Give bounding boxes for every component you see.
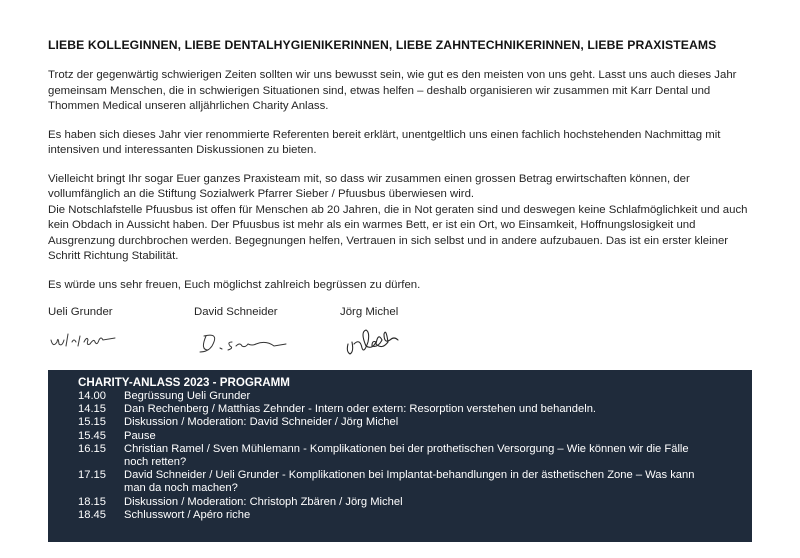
letter [48,38,754,358]
program-time: 17.15 [78,469,106,482]
program-description: Schlusswort / Apéro riche [124,508,251,521]
program-row [78,469,738,495]
program-description-block [124,443,738,469]
program-row [78,430,738,443]
program-time: 16.15 [78,442,106,455]
program-description: Pause [124,429,156,442]
program-time: 14.00 [78,390,106,402]
program-description-continued: noch retten? [124,456,187,469]
program-time: 14.15 [78,403,106,416]
program-box [48,370,752,542]
program-row [78,390,738,403]
program-row [78,496,738,509]
program-row [78,443,738,469]
program-time: 18.15 [78,495,106,508]
paragraph-speakers: Es haben sich dieses Jahr vier renommierte Referenten bereit erklärt, unentgeltlich uns einen fachlich hochstehenden Nachmittag mit intensiven und interessanten Diskussionen zu bieten. [48,128,721,156]
signatures [48,326,754,358]
program-description: Diskussion / Moderation: David Schneider / Jörg Michel [124,416,399,429]
paragraph-pfuusbus: Die Notschlafstelle Pfuusbus ist offen für Menschen ab 20 Jahren, die in Not geraten sind und deswegen keine Schlafmöglichkeit und auch kein Obdach in Aussicht haben. Der Pfuusbus ist mehr als ein warmes Bett, er ist ein Ort, wo Einsamkeit, Hoffnungslosigkeit und Ausgrenzung durchbrochen werden. Begegnungen helfen, Vertrauen in sich selbst und in andere aufzubauen. Das ist ein erster kleiner Schritt Richtung Stabilität. [48,203,748,262]
letter-heading: LIEBE KOLLEGINNEN, LIEBE DENTALHYGIENIKERINNEN, LIEBE ZAHNTECHNIKERINNEN, LIEBE PRAXISTEAMS [48,38,717,52]
program-time: 18.45 [78,508,106,521]
program-description: David Schneider / Ueli Grunder - Komplikationen bei Implantat-behandlungen in der ästhetischen Zone – Was kann [124,469,695,482]
program-time: 15.15 [78,416,106,429]
signer-name: Jörg Michel [340,306,399,318]
program-description: Begrüssung Ueli Grunder [124,390,251,402]
program-description: Diskussion / Moderation: Christoph Zbären / Jörg Michel [124,495,403,508]
program-time: 15.45 [78,429,106,442]
signer-name: Ueli Grunder [48,306,113,318]
paragraph-closing: Es würde uns sehr freuen, Euch möglichst zahlreich begrüssen zu dürfen. [48,278,421,291]
paragraph-team: Vielleicht bringt Ihr sogar Euer ganzes Praxisteam mit, so dass wir zusammen einen grossen Betrag erwirtschaften können, der vollumfänglich an die Stiftung Sozialwerk Pfarrer Sieber / Pfuusbus überwiesen wird. [48,172,690,200]
paragraph-intro: Trotz der gegenwärtig schwierigen Zeiten sollten wir uns bewusst sein, wie gut es den meisten von uns geht. Lasst uns auch dieses Jahr gemeinsam Menschen, die in schwierigen Situationen sind, etwas helfen – deshalb organisieren wir zusammen mit Karr Dental und Thommen Medical unseren alljährlichen Charity Anlass. [48,69,737,112]
program-row [78,416,738,429]
signer-name: David Schneider [194,306,278,318]
program-row [78,509,738,522]
program-row [78,403,738,416]
signature-david-schneider [194,326,340,358]
signature-joerg-michel [340,326,486,358]
program-description-continued: man da noch machen? [124,482,238,495]
program-description-block [124,469,738,495]
program-title: CHARITY-ANLASS 2023 - PROGRAMM [78,376,290,389]
program-description: Dan Rechenberg / Matthias Zehnder - Intern oder extern: Resorption verstehen und behandeln. [124,403,597,416]
signature-ueli-grunder [48,326,194,358]
signer-names [48,306,754,318]
program-description: Christian Ramel / Sven Mühlemann - Komplikationen bei der prothetischen Versorgung – Wie können wir die Fälle [124,442,689,455]
